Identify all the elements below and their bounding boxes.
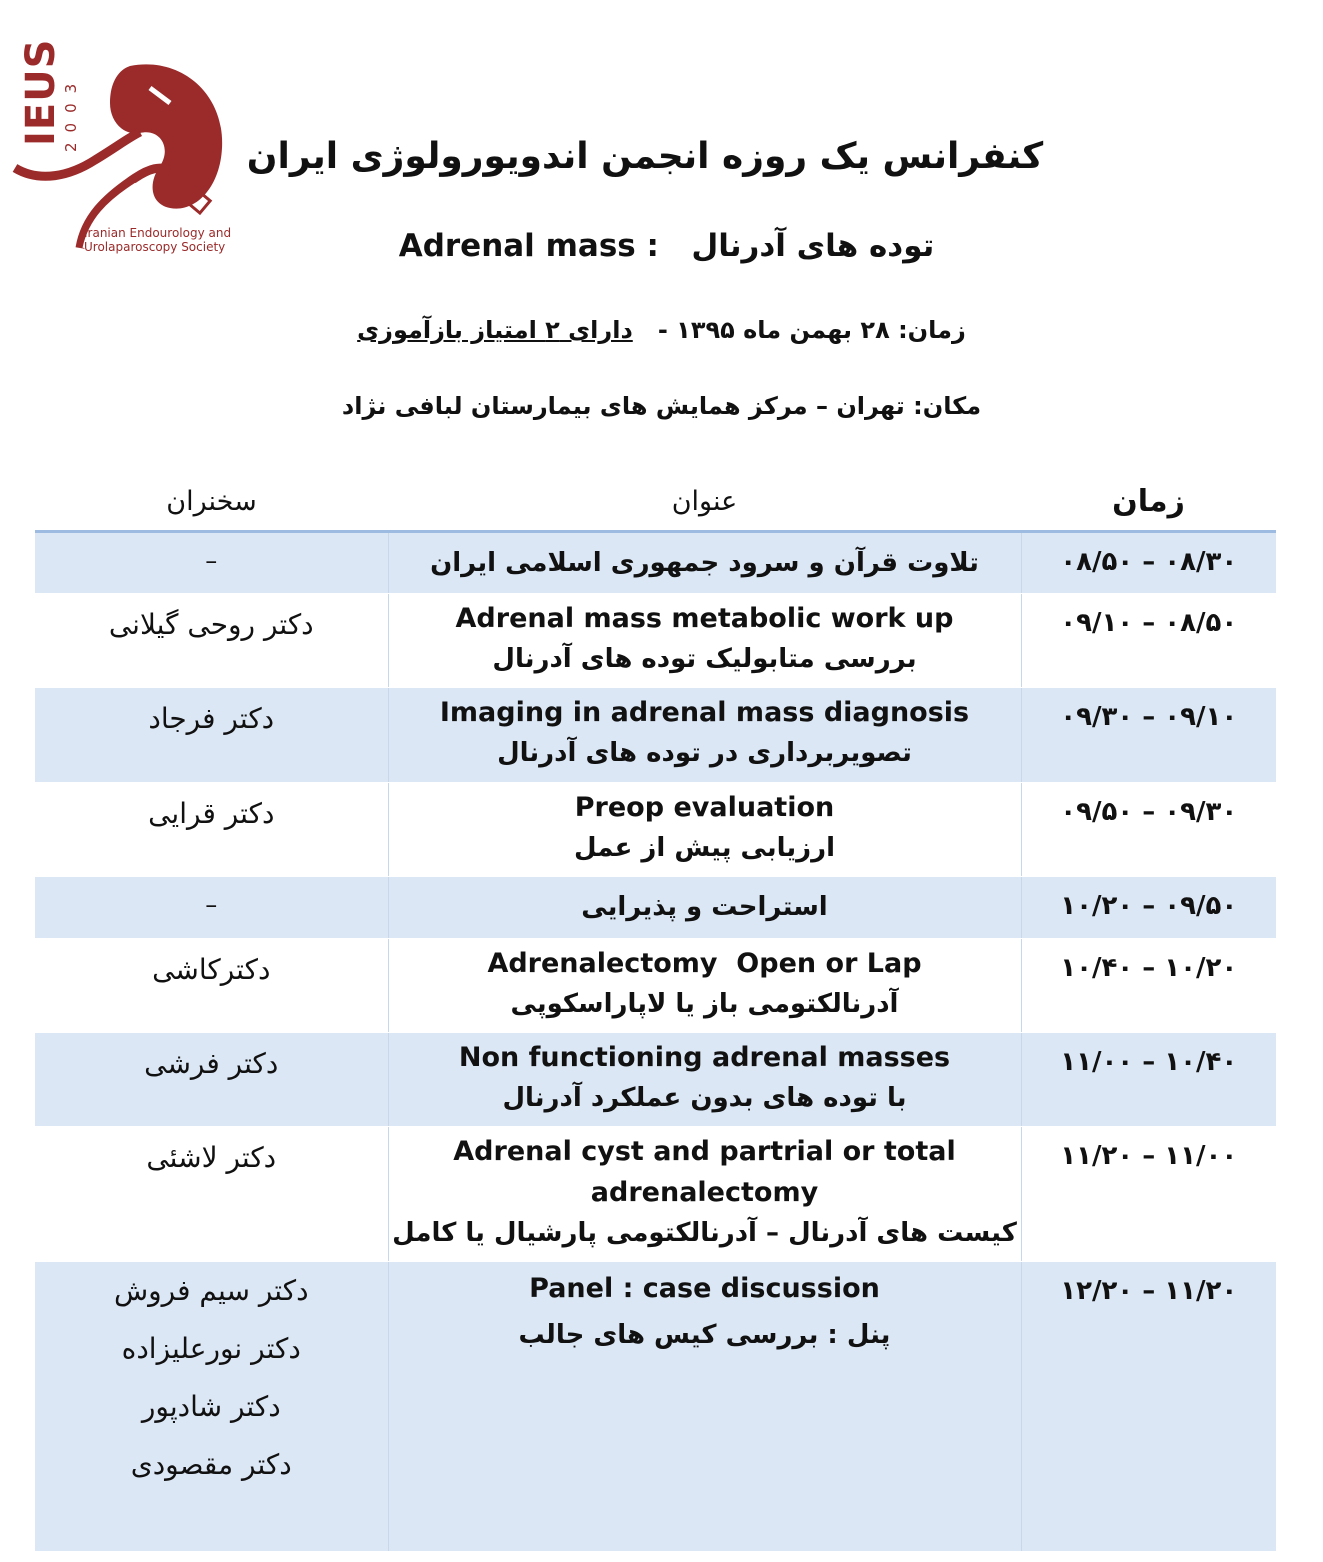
title-english: Adrenal mass metabolic work up [455, 603, 954, 634]
panel-speaker: دکتر شادپور [141, 1390, 281, 1423]
time-cell: ۰۹/۵۰ – ۱۰/۲۰ [1021, 877, 1276, 939]
title-cell [388, 877, 1021, 939]
table-row [35, 688, 1276, 783]
time-cell: ۱۰/۴۰ – ۱۱/۰۰ [1021, 1033, 1276, 1127]
title-english: Imaging in adrenal mass diagnosis [439, 697, 970, 728]
title-english: Adrenalectomy Open or Lap [487, 948, 922, 979]
table-row [35, 532, 1276, 594]
subtitle-english: Adrenal mass : [398, 228, 659, 264]
title-persian: استراحت و پذیرایی [581, 892, 828, 922]
panel-speaker: دکتر نورعلیزاده [121, 1332, 301, 1365]
table-header-row [35, 472, 1276, 532]
credit-text: دارای ۲ امتیاز بازآموزی [357, 316, 633, 344]
panel-title-persian: پنل : بررسی کیس های جالب [518, 1320, 891, 1350]
speaker-cell: دکتر فرشی [35, 1033, 388, 1127]
time-cell: ۱۰/۲۰ – ۱۰/۴۰ [1021, 939, 1276, 1033]
panel-speaker: دکتر سیم فروش [113, 1274, 309, 1307]
place-line: مکان: تهران – مرکز همایش های بیمارستان لبافی نژاد [341, 392, 982, 420]
logo-abbreviation: IEUS [18, 38, 64, 146]
title-cell [388, 939, 1021, 1033]
title-persian: بررسی متابولیک توده های آدرنال [492, 644, 917, 674]
title-persian: کیست های آدرنال – آدرنالکتومی پارشیال یا کامل [392, 1218, 1017, 1248]
speaker-cell: دکترکاشی [35, 939, 388, 1033]
title-persian: تلاوت قرآن و سرود جمهوری اسلامی ایران [430, 548, 979, 578]
panel-time-cell: ۱۱/۲۰ – ۱۲/۲۰ [1021, 1262, 1276, 1552]
title-cell [388, 1033, 1021, 1127]
title-english: Preop evaluation [574, 792, 835, 823]
speaker-cell: دکتر روحی گیلانی [35, 594, 388, 688]
panel-title-english: Panel : case discussion [529, 1273, 880, 1304]
title-cell [388, 532, 1021, 594]
program-table [35, 472, 1276, 1552]
title-cell [388, 594, 1021, 688]
title-cell [388, 688, 1021, 783]
time-cell: ۰۹/۱۰ – ۰۹/۳۰ [1021, 688, 1276, 783]
column-header-time: زمان [1021, 472, 1276, 532]
title-english: Non functioning adrenal masses [458, 1042, 951, 1073]
speaker-cell: دکتر لاشئی [35, 1127, 388, 1262]
subtitle-persian: توده های آدرنال [691, 228, 935, 264]
time-cell: ۰۸/۳۰ – ۰۸/۵۰ [1021, 532, 1276, 594]
title-persian: تصویربرداری در توده های آدرنال [497, 738, 912, 768]
panel-speakers [35, 1262, 388, 1552]
date-line [0, 316, 1323, 344]
logo-society-line-1: Iranian Endourology and [84, 226, 232, 240]
logo-society-line-2: Urolaparoscopy Society [84, 240, 226, 254]
logo-year: 2003 [62, 73, 80, 152]
title-cell [388, 1127, 1021, 1262]
table-row [35, 1033, 1276, 1127]
column-header-speaker: سخنران [35, 472, 388, 532]
title-persian: با توده های بدون عملکرد آدرنال [502, 1083, 907, 1113]
speaker-cell: – [35, 532, 388, 594]
speaker-cell: – [35, 877, 388, 939]
title-persian: آدرنالکتومی باز یا لاپاراسکوپی [510, 989, 899, 1019]
table-row [35, 877, 1276, 939]
time-cell: ۰۸/۵۰ – ۰۹/۱۰ [1021, 594, 1276, 688]
table-row [35, 1127, 1276, 1262]
table-row [35, 939, 1276, 1033]
speaker-cell: دکتر قرایی [35, 783, 388, 877]
column-header-title: عنوان [388, 472, 1021, 532]
subtitle [0, 228, 1323, 264]
time-cell: ۱۱/۰۰ – ۱۱/۲۰ [1021, 1127, 1276, 1262]
speaker-cell: دکتر فرجاد [35, 688, 388, 783]
table-row [35, 594, 1276, 688]
time-cell: ۰۹/۳۰ – ۰۹/۵۰ [1021, 783, 1276, 877]
title-persian: ارزیابی پیش از عمل [573, 833, 835, 863]
date-text: زمان: ۲۸ بهمن ماه ۱۳۹۵ - [657, 316, 966, 344]
title-english: Adrenal cyst and partrial or total adrenalectomy [453, 1136, 956, 1208]
panel-row [35, 1262, 1276, 1552]
panel-title-cell [388, 1262, 1021, 1552]
title-cell [388, 783, 1021, 877]
panel-speaker: دکتر مقصودی [130, 1448, 292, 1481]
conference-title: کنفرانس یک روزه انجمن اندویورولوژی ایران [246, 136, 1044, 177]
table-row [35, 783, 1276, 877]
